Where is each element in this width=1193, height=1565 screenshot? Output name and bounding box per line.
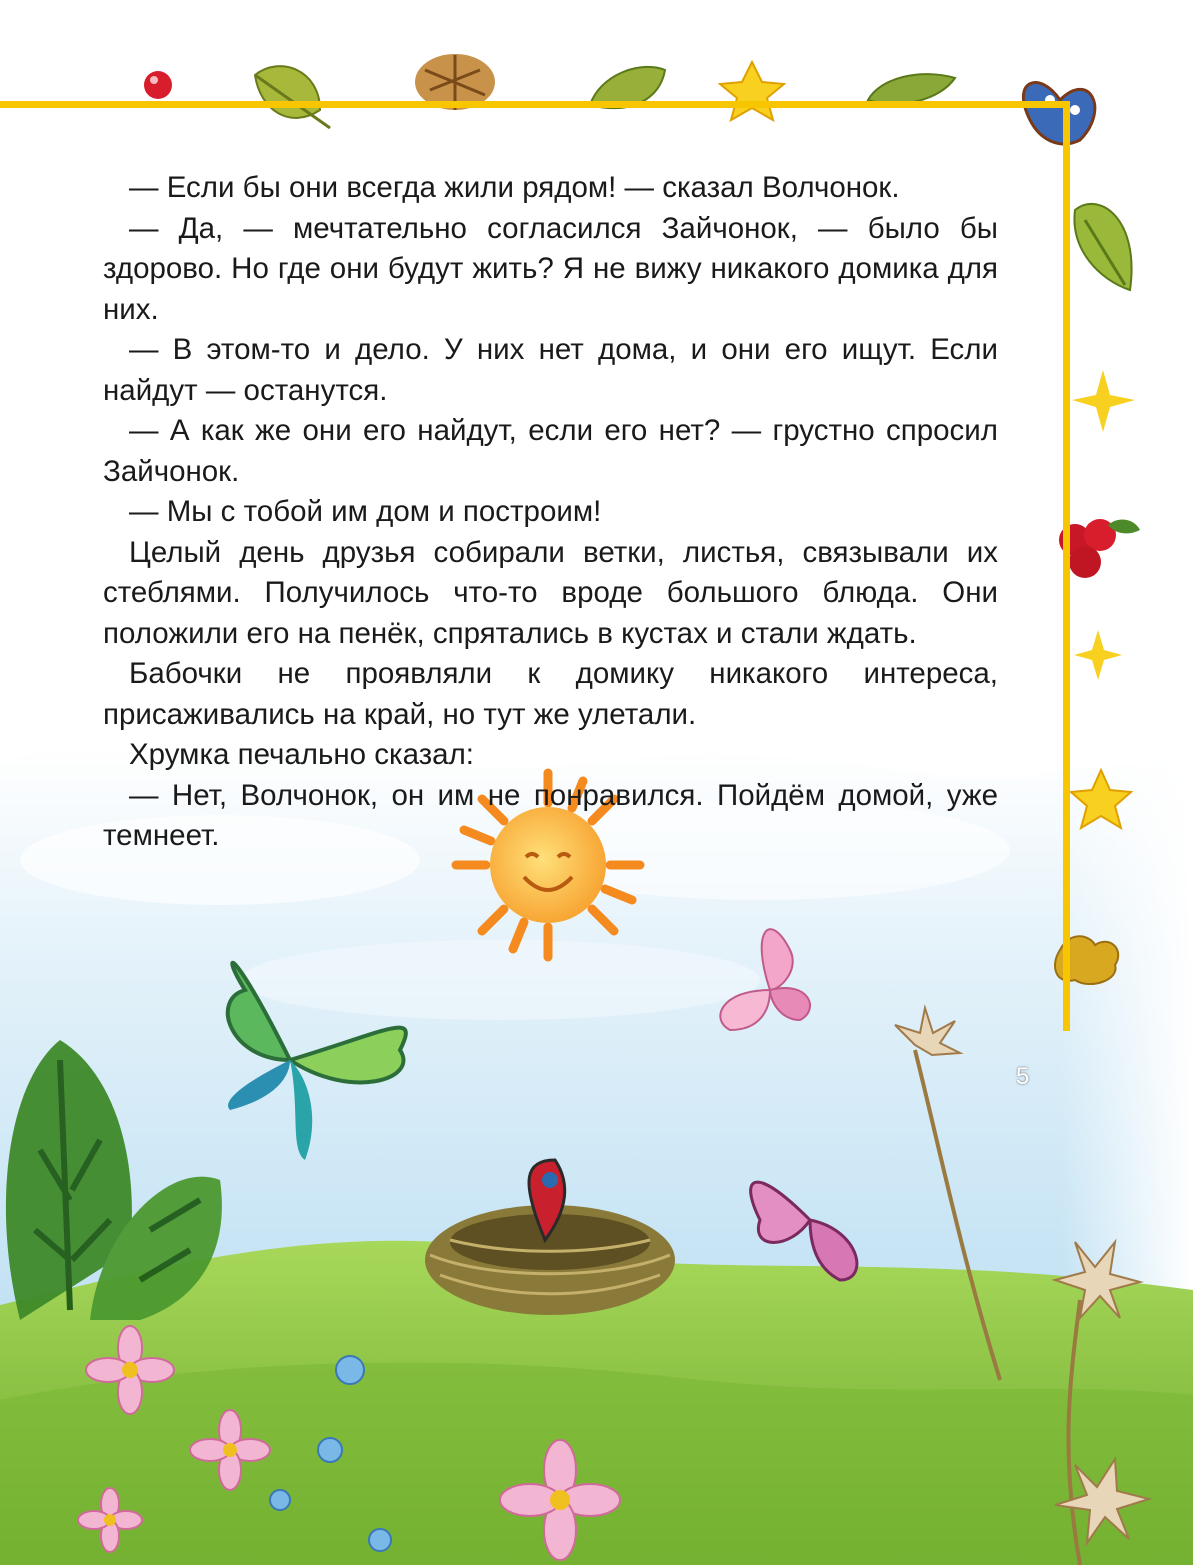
paragraph: — Мы с тобой им дом и построим! <box>129 495 602 528</box>
top-decorations <box>144 54 1095 144</box>
paragraph: — Если бы они всегда жили рядом! — сказал Волчонок. <box>129 171 900 204</box>
paragraph: — А как же они его найдут, если его нет? — грустно спросил Зайчонок. <box>103 414 998 488</box>
paragraph: Бабочки не проявляли к домику никакого интереса, присаживались на край, но тут же улетали. <box>103 657 998 731</box>
paragraph: — Да, — мечтательно согласился Зайчонок, — было бы здорово. Но где они будут жить? Я не вижу никакого домика для них. <box>103 211 998 326</box>
paragraph: — Нет, Волчонок, он им не понравился. Пойдём домой, уже темнеет. <box>103 778 998 852</box>
frame-border-right <box>1063 101 1070 1031</box>
paragraph: — В этом-то и дело. У них нет дома, и они его ищут. Если найдут — останутся. <box>103 333 998 407</box>
paragraph: Хрумка печально сказал: <box>129 738 474 771</box>
story-text <box>103 168 998 857</box>
frame-border-top <box>0 101 1068 108</box>
paragraph: Целый день друзья собирали ветки, листья, связывали их стеблями. Получилось что-то вроде большого блюда. Они положили его на пенёк, спрятались в кустах и стали ждать. <box>103 535 998 650</box>
page-number: 5 <box>1016 1063 1030 1090</box>
